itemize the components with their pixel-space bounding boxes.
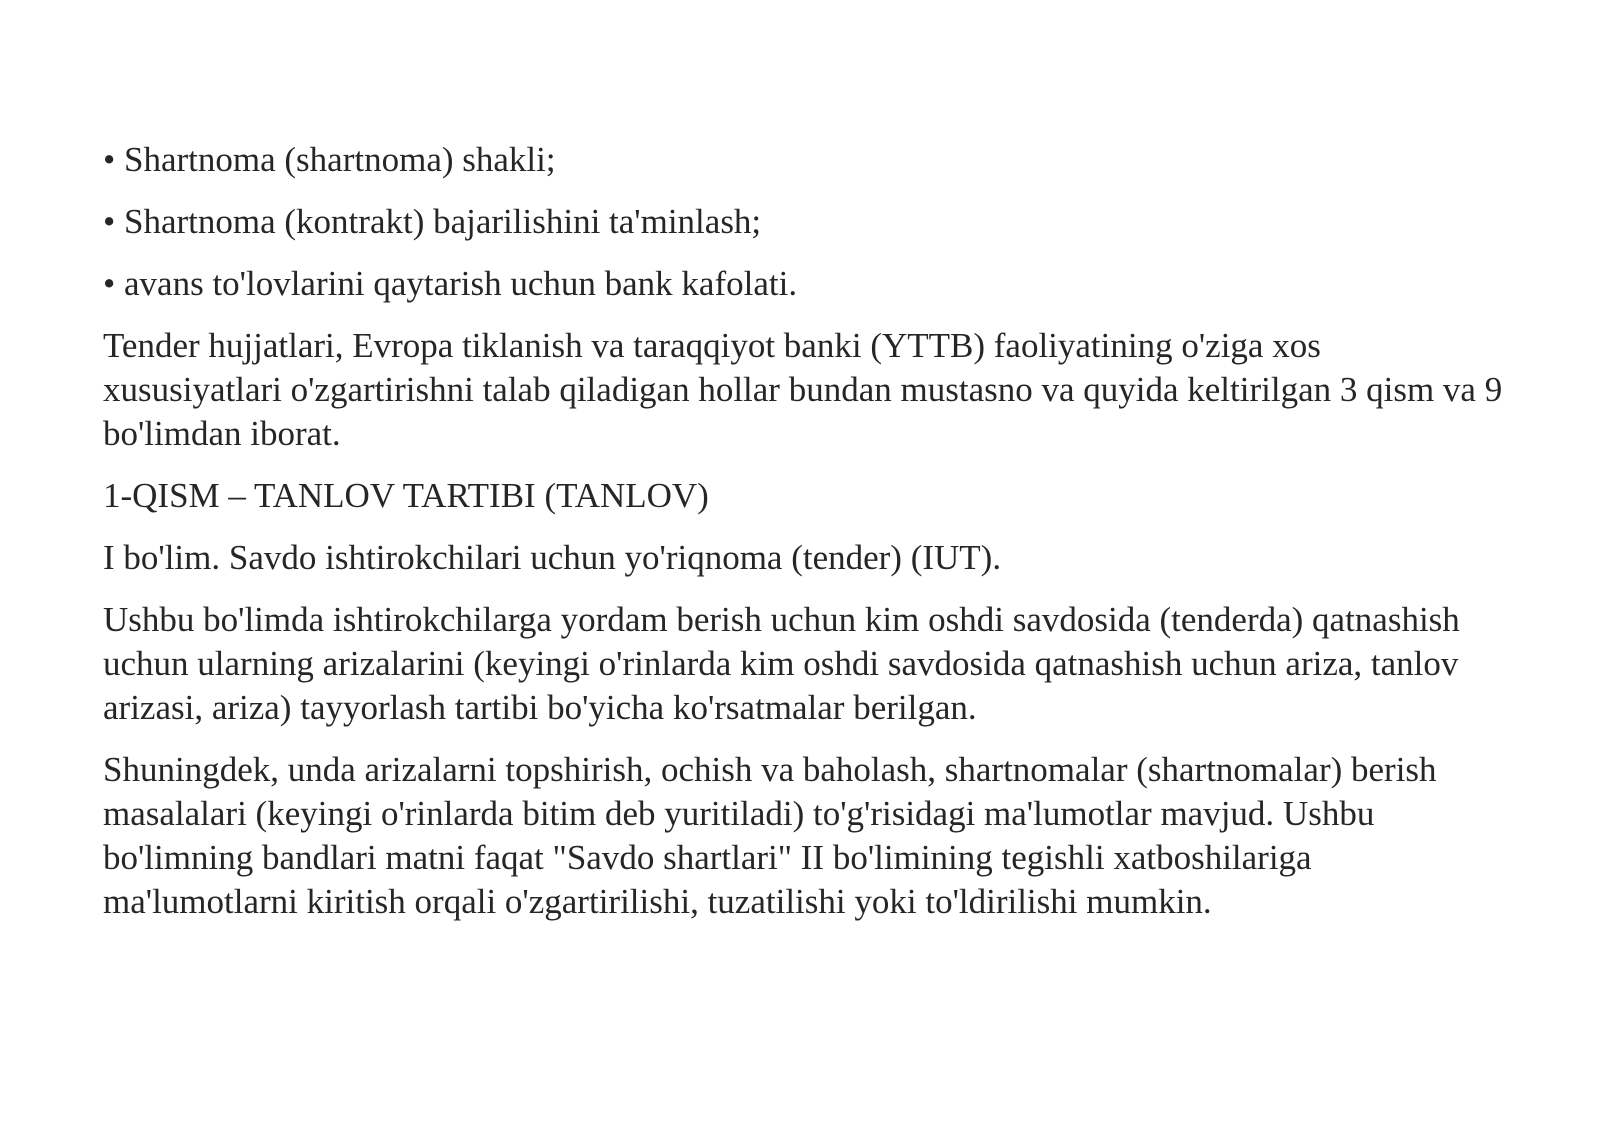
bullet-marker: • [103, 202, 116, 241]
bullet-text: avans to'lovlarini qaytarish uchun bank kafolati. [124, 264, 798, 303]
bullet-marker: • [103, 264, 116, 303]
bullet-text: Shartnoma (kontrakt) bajarilishini ta'minlash; [124, 202, 762, 241]
bullet-text: Shartnoma (shartnoma) shakli; [124, 140, 556, 179]
bullet-item [103, 262, 1503, 306]
section-heading: I bo'lim. Savdo ishtirokchilari uchun yo'riqnoma (tender) (IUT). [103, 538, 1002, 577]
intro-paragraph: Tender hujjatlari, Evropa tiklanish va taraqqiyot banki (YTTB) faoliyatining o'ziga xos xususiyatlari o'zgartirishni talab qiladigan hollar bundan mustasno va quyida keltirilgan 3 qism va 9 bo'limdan iborat. [103, 326, 1503, 453]
bullet-item [103, 200, 1503, 244]
part-heading: 1-QISM – TANLOV TARTIBI (TANLOV) [103, 476, 709, 515]
bullet-marker: • [103, 140, 116, 179]
bullet-item [103, 138, 1503, 182]
details-paragraph: Shuningdek, unda arizalarni topshirish, ochish va baholash, shartnomalar (shartnomalar) berish masalalari (keyingi o'rinlarda bitim deb yuritiladi) to'g'risidagi ma'lumotlar mavjud. Ushbu bo'limning bandlari matni faqat "Savdo shartlari" II bo'limining tegishli xatboshilariga ma'lumotlarni kiritish orqali o'zgartirilishi, tuzatilishi yoki to'ldirilishi mumkin. [103, 750, 1437, 921]
document-body [103, 138, 1503, 942]
section-paragraph: Ushbu bo'limda ishtirokchilarga yordam berish uchun kim oshdi savdosida (tenderda) qatnashish uchun ularning arizalarini (keyingi o'rinlarda kim oshdi savdosida qatnashish uchun ariza, tanlov arizasi, ariza) tayyorlash tartibi bo'yicha ko'rsatmalar berilgan. [103, 600, 1460, 727]
